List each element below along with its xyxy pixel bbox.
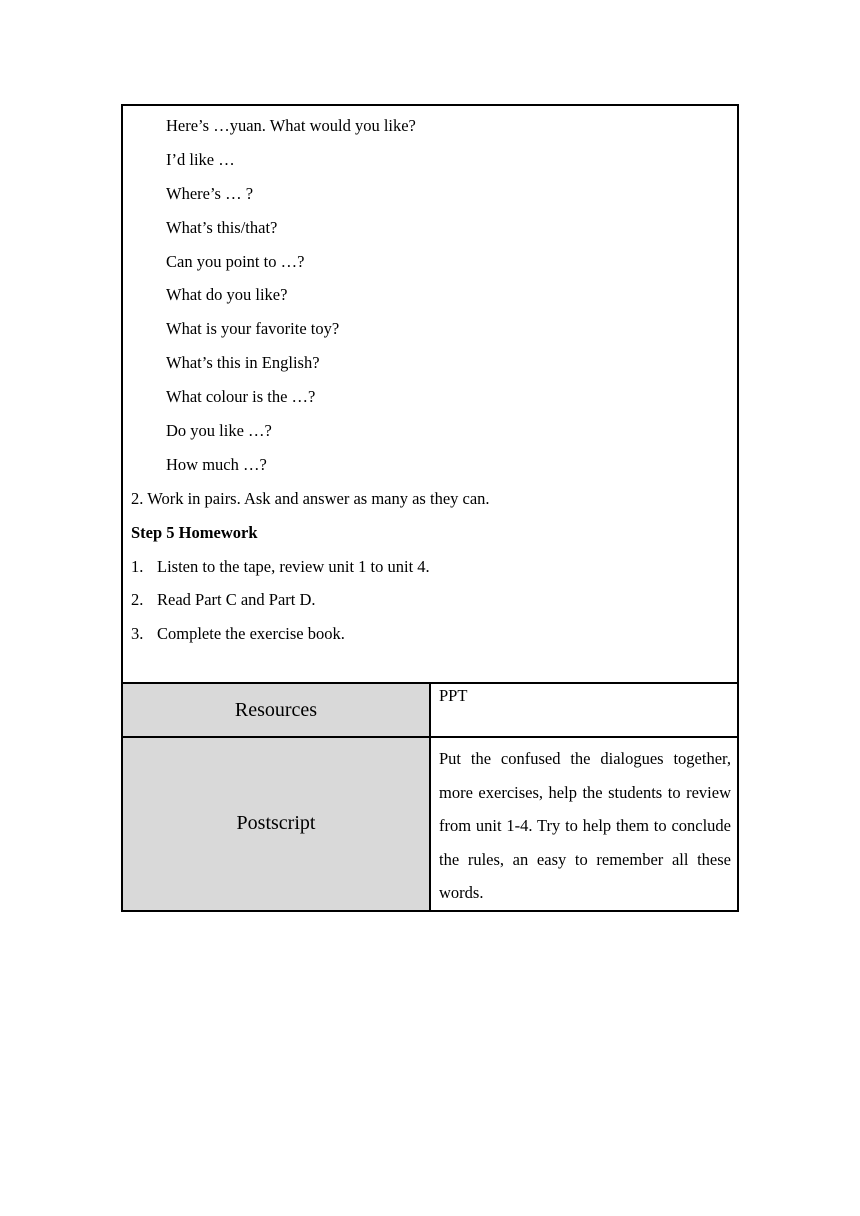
dialogue-line: I’d like …: [166, 149, 235, 169]
homework-item: [131, 622, 729, 656]
homework-item-number: 2.: [131, 590, 144, 610]
lesson-plan-table: [121, 104, 739, 912]
dialogue-line: How much …?: [166, 454, 267, 474]
postscript-value: Put the confused the dialogues together, more exercises, help the students to review from unit 1-4. Try to help them to conclude the rules, an easy to remember all these words.: [430, 737, 738, 911]
homework-item: [131, 588, 729, 622]
content-cell: [122, 105, 738, 683]
dialogue-line: What colour is the …?: [166, 387, 316, 407]
content-body: [123, 106, 737, 656]
dialogue-line: What is your favorite toy?: [166, 319, 340, 339]
resources-row: [122, 683, 738, 737]
homework-item-text: Read Part C and Part D.: [157, 590, 316, 610]
dialogue-line: Where’s … ?: [166, 183, 254, 203]
dialogue-line: What’s this/that?: [166, 217, 278, 237]
postscript-label: Postscript: [122, 737, 430, 911]
content-row: [122, 105, 738, 683]
pair-work-instruction: 2. Work in pairs. Ask and answer as many as they can.: [131, 488, 490, 508]
postscript-row: [122, 737, 738, 911]
homework-item-text: Listen to the tape, review unit 1 to unit 4.: [157, 556, 430, 576]
dialogue-line: Can you point to …?: [166, 251, 305, 271]
homework-item: [131, 555, 729, 589]
dialogue-line: What’s this in English?: [166, 353, 320, 373]
homework-item-number: 1.: [131, 556, 144, 576]
dialogue-line: Here’s …yuan. What would you like?: [166, 116, 416, 135]
resources-label: Resources: [122, 683, 430, 737]
dialogue-line: Do you like …?: [166, 421, 272, 441]
homework-heading: Step 5 Homework: [131, 522, 258, 542]
resources-value: PPT: [430, 683, 738, 737]
homework-item-text: Complete the exercise book.: [157, 624, 345, 644]
dialogue-line: What do you like?: [166, 285, 288, 305]
homework-item-number: 3.: [131, 624, 144, 644]
